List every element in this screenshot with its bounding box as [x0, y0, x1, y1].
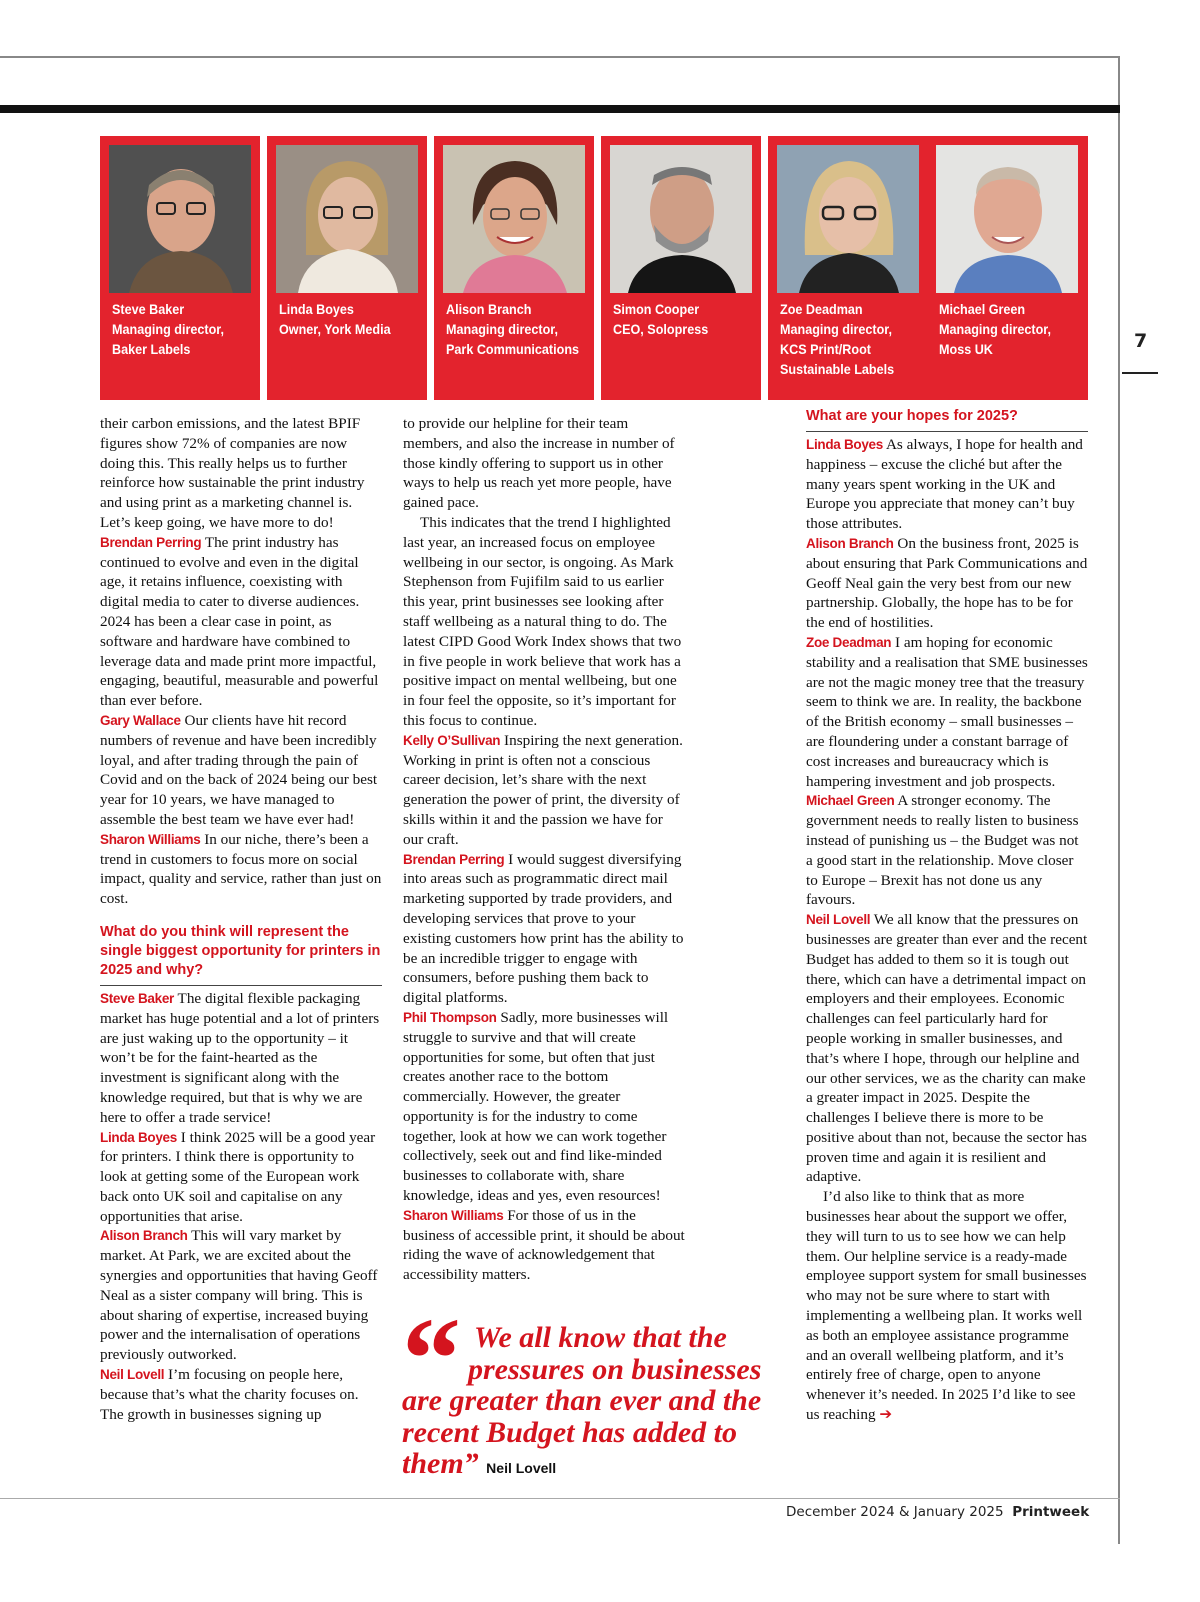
profile-name: Simon Cooper — [613, 301, 700, 317]
text-column-3 — [806, 408, 1088, 1425]
text-column-2 — [403, 414, 685, 1285]
continue-arrow-icon: ➔ — [879, 1405, 893, 1424]
paragraph — [403, 731, 685, 850]
pull-quote — [402, 1293, 774, 1485]
answer-text: We all know that the pressures on businesses are greater than ever and the recent Budget has added to them so it is tough out there, which can have a detrimental impact on employers and their employees. Economic challenges can feel particularly hard for people working in smaller businesses, and that’s where I hope, through our helpline and our other services, we as the charity can make a greater impact in 2025. Despite the challenges I believe there is more to be positive about than not, because the sector has proven time and again it is resilient and adaptive. — [806, 911, 1088, 1186]
profile-name: Steve Baker — [112, 301, 185, 317]
speaker-name: Steve Baker — [100, 990, 175, 1006]
question-heading: What do you think will represent the single biggest opportunity for printers in 2025 and why? — [100, 923, 382, 986]
answer-text: A stronger economy. The government needs to really listen to business instead of punishing us – the Budget was not a good start in the relationship. Move closer to Europe – Brexit has not done us any favours. — [806, 792, 1079, 909]
portrait-photo — [936, 145, 1078, 293]
answer-text: I would suggest diversifying into areas such as programmatic direct mail marketing supported by trade providers, and developing services that prove to your existing customers how print has the ability to be an incredible trigger to engage with consumers, before pushing them back to digital platforms. — [403, 850, 684, 1007]
pull-quote-line: We all know that the — [474, 1321, 727, 1354]
profile-role-line: Park Communications — [446, 341, 580, 357]
question-heading: What are your hopes for 2025? — [806, 407, 1088, 432]
issue-date: December 2024 & January 2025 — [786, 1504, 1004, 1520]
speaker-name: Gary Wallace — [100, 712, 181, 728]
pull-quote-author: Neil Lovell — [486, 1460, 557, 1476]
profile-role-line: Managing director, — [780, 321, 893, 337]
pull-quote-line: pressures on businesses — [468, 1352, 762, 1386]
contributor-profiles — [100, 136, 1117, 400]
paragraph — [806, 534, 1088, 633]
paragraph — [100, 830, 382, 909]
paragraph: their carbon emissions, and the latest BPIF figures show 72% of companies are now doing this. This really helps us to further reinforce how sustainable the print industry and using print as a marketing channel is. Let’s keep going, we have more to do! — [100, 415, 365, 531]
speaker-name: Sharon Williams — [403, 1207, 504, 1223]
paragraph — [100, 1365, 382, 1424]
answer-text: I’d also like to think that as more businesses hear about the support we offer, they will turn to us to see how we can help them. Our helpline service is a ready-made employee support system for small businesses who may not be sure where to start with implementing a wellbeing plan. It works well as both an employee assistance programme and an overall wellbeing platform, and it’s entirely free of charge, open to anyone whenever it’s needed. In 2025 I’d like to see us reaching — [806, 1188, 1087, 1424]
speaker-name: Linda Boyes — [806, 437, 883, 452]
profile-card — [927, 136, 1088, 400]
speaker-name: Brendan Perring — [100, 534, 202, 550]
profile-role-line: Owner, York Media — [279, 321, 391, 337]
answer-text: Our clients have hit record numbers of revenue and have been incredibly loyal, and after trading through the pain of Covid and on the back of 2024 being our best year for 10 years, we have managed to assemble the best team we have ever had! — [100, 711, 378, 828]
quote-mark-icon: “ — [402, 1293, 461, 1424]
profile-role-line: CEO, Solopress — [613, 321, 709, 337]
profile-role-line: Baker Labels — [112, 341, 191, 357]
profile-card — [601, 136, 761, 400]
portrait-photo — [610, 145, 752, 293]
speaker-name: Michael Green — [806, 793, 895, 809]
paragraph — [100, 1226, 382, 1365]
portrait-photo — [777, 145, 919, 293]
top-rule — [0, 56, 1120, 58]
answer-text: The digital flexible packaging market has huge potential and a lot of printers are just waking up to the opportunity – it won’t be for the faint-hearted as the investment is significant along with the knowledge required, but that is why we are here to offer a trade service! — [100, 989, 380, 1126]
paragraph — [806, 435, 1088, 534]
profile-role-line: Moss UK — [939, 341, 993, 357]
paragraph — [403, 1206, 685, 1285]
profile-name: Alison Branch — [446, 301, 532, 317]
paragraph — [806, 910, 1088, 1187]
speaker-name: Alison Branch — [100, 1228, 188, 1244]
profile-role-line: Managing director, — [112, 321, 225, 337]
speaker-name: Linda Boyes — [100, 1129, 177, 1145]
speaker-name: Neil Lovell — [806, 912, 871, 928]
profile-card — [434, 136, 594, 400]
answer-text: The print industry has continued to evolve and even in the digital age, it retains influence, coexisting with digital media to cater to diverse audiences. 2024 has been a clear case in point, as software and hardware have combined to leverage data and made print more impactful, engaging, beautiful, measurable and powerful than ever before. — [100, 533, 379, 710]
answer-text: I am hoping for economic stability and a realisation that SME businesses are not the magic money tree that the treasury seem to think we are. In reality, the backbone of the British economy – small businesses – are floundering under a constant barrage of cost increases and bureaucracy which is hampering investment and job prospects. — [806, 633, 1088, 790]
answer-text: This will vary market by market. At Park, we are excited about the synergies and opportunities that having Geoff Neal as a sister company will bring. This is about sharing of expertise, increased buying power and the internalisation of operations previously outworked. — [100, 1227, 378, 1364]
page-footer — [786, 1504, 1089, 1520]
page-number-rule — [1122, 372, 1158, 374]
publication-name: Printweek — [1012, 1504, 1090, 1520]
profile-role-line: KCS Print/Root — [780, 341, 871, 357]
speaker-name: Alison Branch — [806, 535, 894, 551]
paragraph — [806, 791, 1088, 910]
paragraph — [403, 850, 685, 1008]
paragraph — [806, 1187, 1088, 1425]
speaker-name: Neil Lovell — [100, 1367, 165, 1383]
answer-text: On the business front, 2025 is about ensuring that Park Communications and Geoff Neal gain the very best from our new partnership. Globally, the hope has to be for the end of hostilities. — [806, 534, 1088, 632]
paragraph — [100, 711, 382, 830]
pull-quote-line: are greater than ever and the recent Budget has added to them” — [402, 1384, 762, 1480]
profile-role-line: Managing director, — [446, 321, 559, 337]
answer-text: Sadly, more businesses will struggle to survive and that will create opportunities for some, but often that just creates another race to the bottom commercially. However, the greater opportunity is for the industry to come together, look at how we can work together collectively, seek out and find like-minded businesses to collaborate with, share knowledge, ideas and yes, even resources! — [403, 1008, 669, 1205]
profile-role-line: Managing director, — [939, 321, 1052, 337]
speaker-name: Kelly O’Sullivan — [403, 732, 501, 748]
portrait-photo — [109, 145, 251, 293]
text-column-1 — [100, 414, 382, 1424]
paragraph: This indicates that the trend I highlighted last year, an increased focus on employee wellbeing in our sector, is ongoing. As Mark Stephenson from Fujifilm said to us earlier this year, print businesses see looking after staff wellbeing as a natural thing to do. The latest CIPD Good Work Index shows that two in five people in work believe that work has a positive impact on mental wellbeing, but one in four feel the opposite, so it’s important for this focus to continue. — [403, 513, 682, 729]
portrait-photo — [443, 145, 585, 293]
profile-name: Linda Boyes — [279, 301, 354, 317]
paragraph — [100, 533, 382, 711]
right-rule — [1118, 56, 1120, 1544]
paragraph — [100, 989, 382, 1128]
answer-text: I think 2025 will be a good year for printers. I think there is opportunity to look at getting some of the European work back onto UK soil and capitalise on any opportunities that arise. — [100, 1128, 376, 1225]
answer-text: In our niche, there’s been a trend in customers to focus more on social impact, quality and service, rather than just on cost. — [100, 830, 382, 908]
paragraph: to provide our helpline for their team members, and also the increase in number of those kindly offering to support us in other ways to help us reach yet more people, have gained pace. — [403, 415, 675, 512]
paragraph — [403, 1008, 685, 1206]
profile-card — [768, 136, 928, 400]
page-number: 7 — [1134, 330, 1148, 352]
speaker-name: Brendan Perring — [403, 851, 505, 867]
profile-card — [100, 136, 260, 400]
answer-text: I’m focusing on people here, because that’s what the charity focuses on. The growth in businesses signing up — [100, 1366, 359, 1423]
speaker-name: Sharon Williams — [100, 831, 201, 847]
profile-role-line: Sustainable Labels — [780, 361, 895, 377]
answer-text: Inspiring the next generation. Working in print is often not a conscious career decision, let’s share with the next generation the power of print, the diversity of skills within it and the passion we have for our craft. — [403, 731, 683, 848]
paragraph — [100, 1128, 382, 1227]
header-bar — [0, 105, 1120, 113]
speaker-name: Phil Thompson — [403, 1009, 497, 1025]
footer-rule — [0, 1498, 1120, 1499]
paragraph — [806, 633, 1088, 791]
answer-text: As always, I hope for health and happiness – excuse the cliché but after the many years spent working in the UK and Europe you appreciate that money can’t buy those attributes. — [806, 436, 1083, 533]
portrait-photo — [276, 145, 418, 293]
answer-text: For those of us in the business of accessible print, it should be about riding the wave of acknowledgement that accessibility matters. — [403, 1206, 685, 1284]
profile-name: Zoe Deadman — [780, 301, 863, 317]
profile-card — [267, 136, 427, 400]
profile-name: Michael Green — [939, 301, 1026, 317]
speaker-name: Zoe Deadman — [806, 634, 892, 650]
